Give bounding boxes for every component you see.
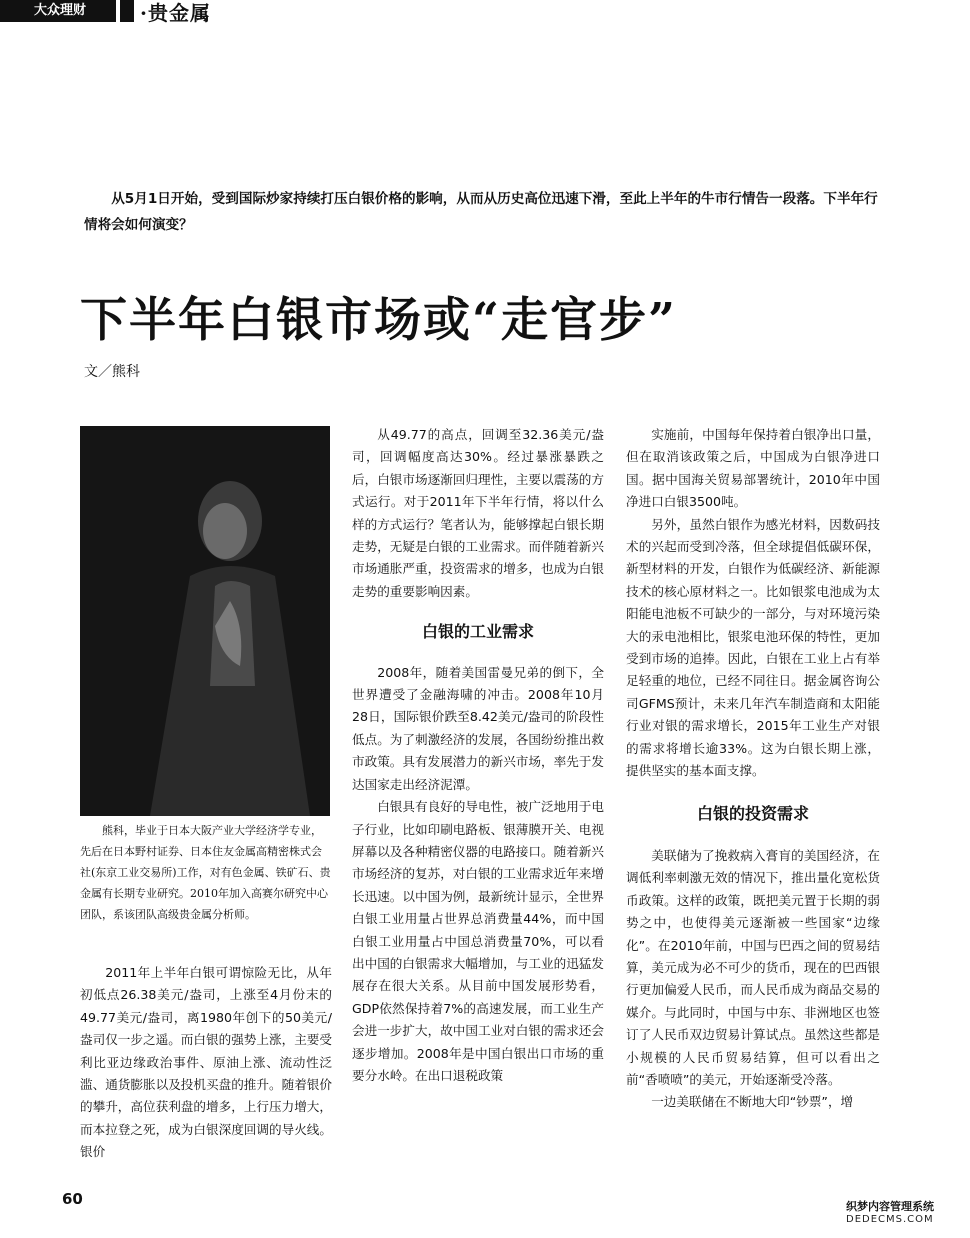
author-caption [80, 820, 332, 925]
watermark-line-2: DEDECMS.COM [846, 1214, 934, 1225]
byline: 文／熊科 [84, 364, 140, 380]
body-paragraph: 实施前，中国每年保持着白银净出口量，但在取消该政策之后，中国成为白银净进口国。据中国海关贸易部署统计，2010年中国净进口白银3500吨。 [626, 427, 880, 510]
column-2 [352, 424, 604, 1087]
page-header [0, 0, 211, 25]
section-name: ·贵金属 [140, 0, 211, 25]
body-paragraph: 美联储为了挽救病入膏肓的美国经济，在调低利率刺激无效的情况下，推出量化宽松货币政策。这样的政策，既把美元置于长期的弱势之中，也使得美元逐渐被一些国家“边缘化”。在2010年前，中国与巴西之间的贸易结算，美元成为必不可少的货币，现在的巴西银行更加偏爱人民币，而人民币成为商品交易的媒介。与此同时，中国与中东、非洲地区也签订了人民币双边贸易计算试点。虽然这些都是小规模的人民币贸易结算，但可以看出之前“香喷喷”的美元，开始逐渐受冷落。 [626, 847, 880, 1087]
column-3 [626, 424, 880, 1114]
body-paragraph: 白银具有良好的导电性，被广泛地用于电子行业，比如印刷电路板、银薄膜开关、电视屏幕以及各种精密仪器的电路接口。随着新兴市场经济的复苏，对白银的工业需求近年来增长迅速。以中国为例，最新统计显示，全世界白银工业用量占世界总消费量44%，而中国白银工业用量占中国总消费量70%，可以看出中国的白银需求大幅增加，与工业的迅猛发展存在很大关系。从目前中国发展形势看，GDP依然保持着7%的高速发展，而工业生产会进一步扩大，故中国工业对白银的需求还会逐步增加。2008年是中国白银出口市场的重要分水岭。在出口退税政策 [352, 799, 604, 1083]
subheading-investment-demand: 白银的投资需求 [696, 803, 809, 823]
body-paragraph: 一边美联储在不断地大印“钞票”，增 [651, 1094, 854, 1110]
author-silhouette [80, 426, 330, 816]
watermark-line-1: 织梦内容管理系统 [846, 1200, 934, 1213]
page-number: 60 [62, 1190, 83, 1208]
column-1 [80, 962, 332, 1164]
body-paragraph: 2011年上半年白银可谓惊险无比，从年初低点26.38美元/盎司，上涨至4月份末的49.77美元/盎司，离1980年创下的50美元/盎司仅一步之遥。而白银的强势上涨，主要受利比亚边缘政治事件、原油上涨、流动性泛滥、通货膨胀以及投机买盘的推升。随着银价的攀升，高位获利盘的增多，上行压力增大，而本拉登之死，成为白银深度回调的导火线。银价 [80, 965, 332, 1160]
lead-paragraph [84, 186, 884, 238]
body-paragraph: 从49.77的高点，回调至32.36美元/盎司，回调幅度高达30%。经过暴涨暴跌之后，白银市场逐渐回归理性，主要以震荡的方式运行。对于2011年下半年行情，将以什么样的方式运行？笔者认为，能够撑起白银长期走势，无疑是白银的工业需求。而伴随着新兴市场通胀严重，投资需求的增多，也成为白银走势的重要影响因素。 [352, 427, 604, 599]
header-block [120, 0, 134, 22]
author-photo [80, 426, 330, 816]
caption-text: 熊科，毕业于日本大阪产业大学经济学专业，先后在日本野村证券、日本住友金属高精密株式会社(东京工业交易所)工作，对有色金属、铁矿石、贵金属有长期专业研究。2010年加入高赛尔研究中心团队，系该团队高级贵金属分析师。 [80, 824, 331, 921]
watermark [846, 1198, 964, 1225]
lead-text: 从5月1日开始，受到国际炒家持续打压白银价格的影响，从而从历史高位迅速下滑，至此上半年的牛市行情告一段落。下半年行情将会如何演变？ [84, 191, 878, 233]
body-paragraph: 2008年，随着美国雷曼兄弟的倒下，全世界遭受了金融海啸的冲击。2008年10月28日，国际银价跌至8.42美元/盎司的阶段性低点。为了刺激经济的发展，各国纷纷推出救市政策。具有发展潜力的新兴市场，率先于发达国家走出经济泥潭。 [352, 664, 604, 792]
column-tag: 大众理财 [0, 0, 116, 22]
article-title: 下半年白银市场或“走官步” [80, 293, 678, 348]
body-paragraph: 另外，虽然白银作为感光材料，因数码技术的兴起而受到冷落，但全球提倡低碳环保，新型材料的开发，白银作为低碳经济、新能源技术的核心原材料之一。比如银浆电池成为太阳能电池板不可缺少的一部分，与对环境污染大的汞电池相比，银浆电池环保的特性，更加受到市场的追捧。因此，白银在工业上占有举足轻重的地位，已经不同往日。据金属咨询公司GFMS预计，未来几年汽车制造商和太阳能行业对银的需求增长，2015年工业生产对银的需求将增长逾33%。这为白银长期上涨，提供坚实的基本面支撑。 [626, 516, 880, 779]
subheading-industrial-demand: 白银的工业需求 [421, 622, 534, 642]
